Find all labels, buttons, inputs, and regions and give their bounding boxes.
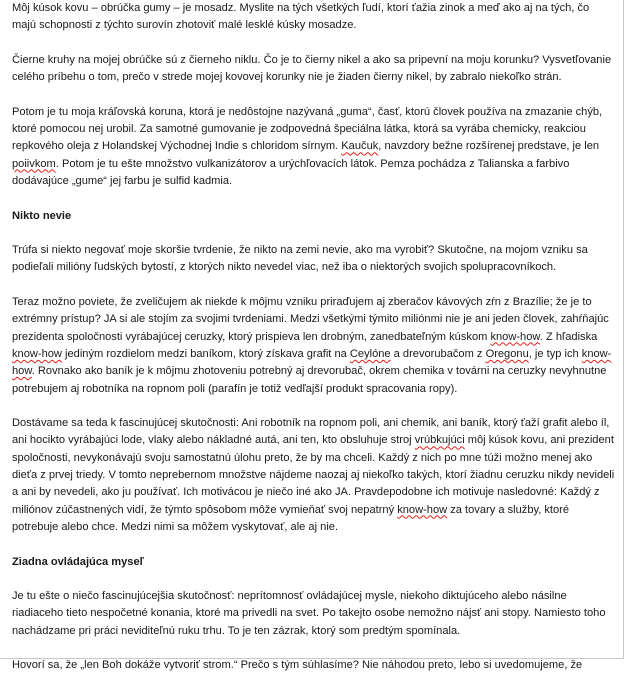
text-run: môj kúsok kovu, ani prezident spoločnosti, nevykonávajú svoju samostatnú úlohu preto, že by ma chceli. Každý z nich po mne túži možno menej ako dieťa z prvej triedy. V tomto neprebernom množstve nájdeme naozaj aj niekoľko takých, ktorí žiadnu ceruzku nikdy nevideli a ani by nevedeli, ako ju používať. Ich motivácou je niečo iné ako JA. Pravdepodobne ich motivuje nasledovné: Každý z miliónov zúčastnených vidí, že týmto spôsobom môže vymieňať svoj nepatrný	[12, 434, 615, 516]
text-run: Môj kúsok kovu – obrúčka gumy – je mosadz. Myslite na tých všetkých ľudí, ktorí ťažia zinok a meď ako aj na tých, čo majú schopnosti z týchto surovín zhotoviť malé lesklé kúsky mosadze.	[12, 2, 590, 32]
paragraph	[12, 294, 616, 398]
misspelled-word: poiivkom	[12, 157, 56, 170]
text-run: . Rovnako ako baník je k môjmu zhotoveniu potrebný aj drevorubač, okrem chemika v továrni na ceruzky nevyhnutne potrebujem aj robotníka na ropnom poli (parafín je totiž vedľajší produkt spracovania ropy).	[12, 365, 607, 395]
section-heading	[12, 554, 616, 571]
paragraph	[12, 0, 616, 35]
misspelled-word: Ceylóne	[349, 347, 391, 360]
text-run: Hovorí sa, že „len Boh dokáže vytvoriť strom.“ Prečo s tým súhlasíme? Nie náhodou preto, lebo si uvedomujeme, že	[12, 659, 583, 672]
misspelled-word: know-how	[397, 503, 448, 516]
text-run: Ziadna ovládajúca myseľ	[12, 555, 144, 568]
text-run: , navzdory bežne rozšírenej predstave, je len	[378, 140, 600, 153]
text-run: Trúfa si niekto negovať moje skoršie tvrdenie, že nikto na zemi nevie, ako ma vyrobiť? Skutočne, na mojom vzniku sa podieľali milióny ľudských bytostí, z ktorých nikto nevedel viac, než iba o niektorých svojich spolupracovníkoch.	[12, 244, 588, 274]
section-heading	[12, 208, 616, 225]
paragraph	[12, 52, 616, 87]
paragraph	[12, 588, 616, 640]
text-run: jediným rozdielom medzi baníkom, ktorý získava grafit na	[61, 347, 350, 360]
paragraph	[12, 242, 616, 277]
text-run: , je typ ich	[528, 347, 582, 360]
text-run: . Potom je tu ešte množstvo vulkanizátorov a urýchľovacích látok. Pemza pochádza z Talianska a farbivo dodávajúce „gume“ jej farbu je sulfid kadmia.	[12, 157, 570, 187]
misspelled-word: know-how	[12, 347, 612, 378]
paragraph	[12, 415, 616, 536]
misspelled-word: Kaučuk	[341, 140, 379, 153]
misspelled-word: know-how	[490, 330, 540, 343]
text-run: Dostávame sa teda k fascinujúcej skutočnosti: Ani robotník na ropnom poli, ani chemik, ani baník, ktorý ťaží grafit alebo íl, ani hocikto vyrábajúci lode, vlaky alebo nákladné autá, ani ten, kto obsluhuje stroj	[12, 417, 610, 447]
misspelled-word: Oregonu	[485, 347, 529, 360]
text-run: a drevorubačom z	[390, 347, 486, 360]
text-run: . Z hľadiska	[539, 330, 598, 343]
text-run: za tovary a služby, ktoré potrebuje alebo chce. Medzi nimi sa môžem vyskytovať, ale aj nie.	[12, 503, 570, 533]
text-run: Nikto nevie	[12, 209, 72, 222]
document-body	[12, 0, 616, 692]
misspelled-word: know-how	[12, 347, 62, 360]
paragraph	[12, 657, 616, 674]
text-run: Potom je tu moja kráľovská koruna, ktorá je nedôstojne nazývaná „guma“, časť, ktorú človek používa na zmazanie chýb, ktoré pomocou nej urobil. Za samotné gumovanie je zodpovedná špeciálna látka, ktorá sa vyrába chemicky, reakciou repkového oleja z Holandskej Východnej Indie s chloridom sírnym.	[12, 105, 603, 153]
text-run: Je tu ešte o niečo fascinujúcejšia skutočnosť: neprítomnosť ovládajúcej mysle, niekoho diktujúceho alebo násilne riadiaceho tieto nespočetné konania, ktoré ma privedli na svet. Po takejto osobe nemožno nájsť ani stopy. Namiesto toho nachádzame pri práci neviditeľnú ruku trhu. To je ten zázrak, ktorý som predtým spomínala.	[12, 590, 606, 637]
misspelled-word: vrúbkujúci	[414, 434, 465, 447]
paragraph	[12, 104, 616, 190]
text-run: Teraz možno poviete, že zveličujem ak niekde k môjmu vzniku priraďujem aj zberačov kávových zŕn z Brazílie; že je to extrémny prístup? JA si ale stojím za svojimi tvrdeniami. Medzi všetkými týmito miliónmi nie je ani jeden človek, zahŕňajúc prezidenta spoločnosti vyrábajúcej ceruzky, ktorý prispieva len drobným, zanedbateľným kúskom	[12, 296, 609, 343]
text-run: Čierne kruhy na mojej obrúčke sú z čierneho niklu. Čo je to čierny nikel a ako sa pripevní na moju korunku? Vysvetľovanie celého príbehu o tom, prečo v strede mojej kovovej korunky nie je žiaden čierny nikel, by zabralo niekoľko strán.	[12, 53, 612, 84]
